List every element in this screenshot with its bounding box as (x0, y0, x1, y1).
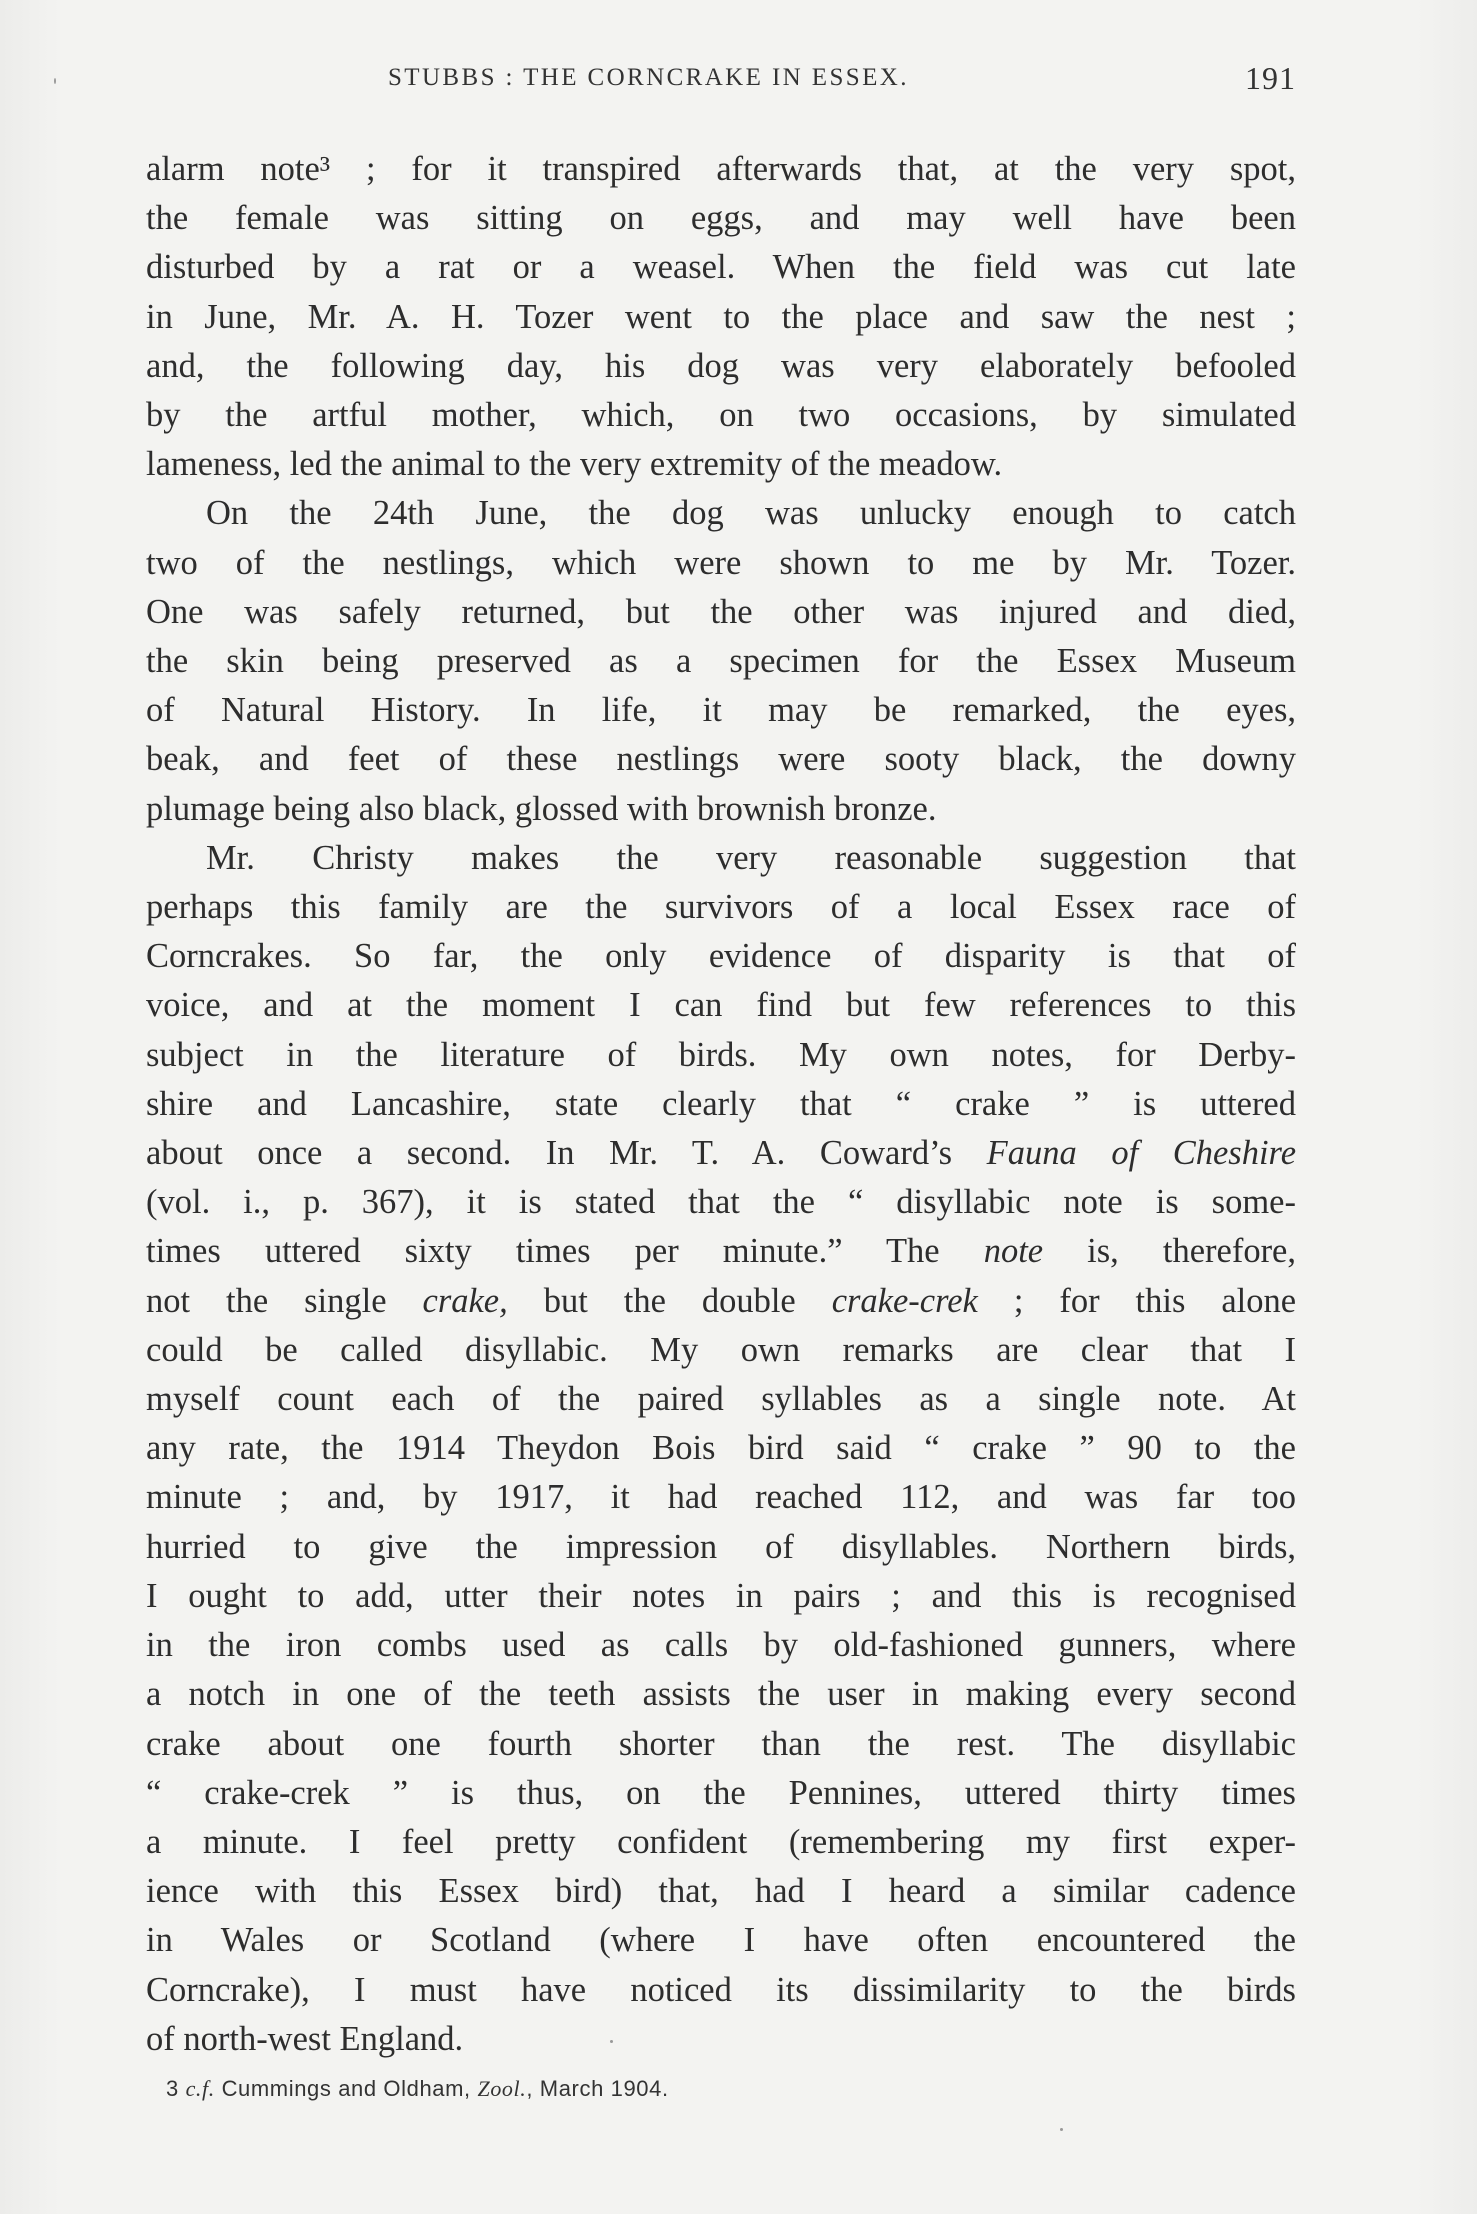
text-line: crake about one fourth shorter than the rest. The disyllabic (146, 1724, 1296, 1763)
text-line: (vol. i., p. 367), it is stated that the “ disyllabic note is some- (146, 1183, 1296, 1222)
text-line: a notch in one of the teeth assists the user in making every second (146, 1675, 1296, 1714)
text-line: two of the nestlings, which were shown to me by Mr. Tozer. (146, 543, 1296, 582)
text-line: in June, Mr. A. H. Tozer went to the place and saw the nest ; (146, 297, 1296, 336)
footnote-text: Cummings and Oldham, (221, 2076, 471, 2101)
text-line: of Natural History. In life, it may be remarked, the eyes, (146, 691, 1296, 730)
text-line: minute ; and, by 1917, it had reached 112, and was far too (146, 1478, 1296, 1517)
footnote-cf: c.f. (185, 2076, 215, 2101)
text-line: One was safely returned, but the other was injured and died, (146, 592, 1296, 631)
text-line: hurried to give the impression of disyllables. Northern birds, (146, 1527, 1296, 1566)
text-line: “ crake-crek ” is thus, on the Pennines, uttered thirty times (146, 1773, 1296, 1812)
paper-speck (610, 2040, 613, 2043)
text-segment: but the double (543, 1281, 796, 1320)
text-line: subject in the literature of birds. My own notes, for Derby- (146, 1035, 1296, 1074)
text-segment: times uttered sixty times per minute.” The (146, 1232, 940, 1271)
text-line: ience with this Essex bird) that, had I heard a similar cadence (146, 1872, 1296, 1911)
text-line (146, 1129, 1296, 1178)
text-line: Corncrake), I must have noticed its dissimilarity to the birds (146, 1970, 1296, 2009)
text-line (146, 1227, 1296, 1276)
text-line: a minute. I feel pretty confident (remembering my first exper- (146, 1822, 1296, 1861)
text-line: voice, and at the moment I can find but few references to this (146, 986, 1296, 1025)
text-line: myself count each of the paired syllables as a single note. At (146, 1380, 1296, 1419)
page-header (148, 60, 1296, 104)
text-line: by the artful mother, which, on two occasions, by simulated (146, 396, 1296, 435)
text-line: the female was sitting on eggs, and may well have been (146, 199, 1296, 238)
text-line: in the iron combs used as calls by old-fashioned gunners, where (146, 1626, 1296, 1665)
text-line: On the 24th June, the dog was unlucky enough to catch (206, 494, 1296, 533)
text-line: plumage being also black, glossed with brownish bronze. (146, 789, 937, 828)
paper-speck (54, 78, 56, 84)
italic-word: crake, (422, 1281, 508, 1320)
text-line: of north-west England. (146, 2019, 464, 2058)
text-segment: not the single (146, 1281, 387, 1320)
text-line: shire and Lancashire, state clearly that “ crake ” is uttered (146, 1084, 1296, 1123)
text-segment: about once a second. In Mr. T. A. Coward’s (146, 1134, 953, 1173)
text-line: alarm note³ ; for it transpired afterwards that, at the very spot, (146, 150, 1296, 188)
footnote-number: 3 (166, 2076, 179, 2101)
text-line: perhaps this family are the survivors of a local Essex race of (146, 888, 1296, 927)
text-segment: is, therefore, (1087, 1232, 1296, 1271)
italic-word: note (983, 1232, 1044, 1271)
text-line: the skin being preserved as a specimen for the Essex Museum (146, 642, 1296, 681)
text-line: Corncrakes. So far, the only evidence of disparity is that of (146, 937, 1296, 976)
text-line: in Wales or Scotland (where I have often encountered the (146, 1921, 1296, 1960)
footnote-journal: Zool. (477, 2076, 527, 2101)
text-line: and, the following day, his dog was very elaborately befooled (146, 346, 1296, 385)
running-head: STUBBS : THE CORNCRAKE IN ESSEX. (388, 64, 909, 91)
text-line: lameness, led the animal to the very extremity of the meadow. (146, 445, 1003, 484)
text-line: beak, and feet of these nestlings were sooty black, the downy (146, 740, 1296, 779)
text-line: Mr. Christy makes the very reasonable suggestion that (206, 838, 1296, 877)
text-line: disturbed by a rat or a weasel. When the field was cut late (146, 248, 1296, 287)
body-text (146, 145, 1296, 2064)
footnote-text-end: , March 1904. (526, 2076, 669, 2101)
text-line (146, 1277, 1296, 1326)
text-segment: ; for this alone (1013, 1281, 1297, 1320)
paper-speck (1060, 2128, 1063, 2131)
text-line: could be called disyllabic. My own remarks are clear that I (146, 1330, 1296, 1369)
italic-word: crake-crek (831, 1281, 978, 1320)
footnote (166, 2076, 669, 2102)
italic-title: Fauna of Cheshire (986, 1134, 1297, 1173)
page-number: 191 (1245, 60, 1296, 96)
text-line: I ought to add, utter their notes in pairs ; and this is recognised (146, 1576, 1296, 1615)
text-line: any rate, the 1914 Theydon Bois bird said “ crake ” 90 to the (146, 1429, 1296, 1468)
